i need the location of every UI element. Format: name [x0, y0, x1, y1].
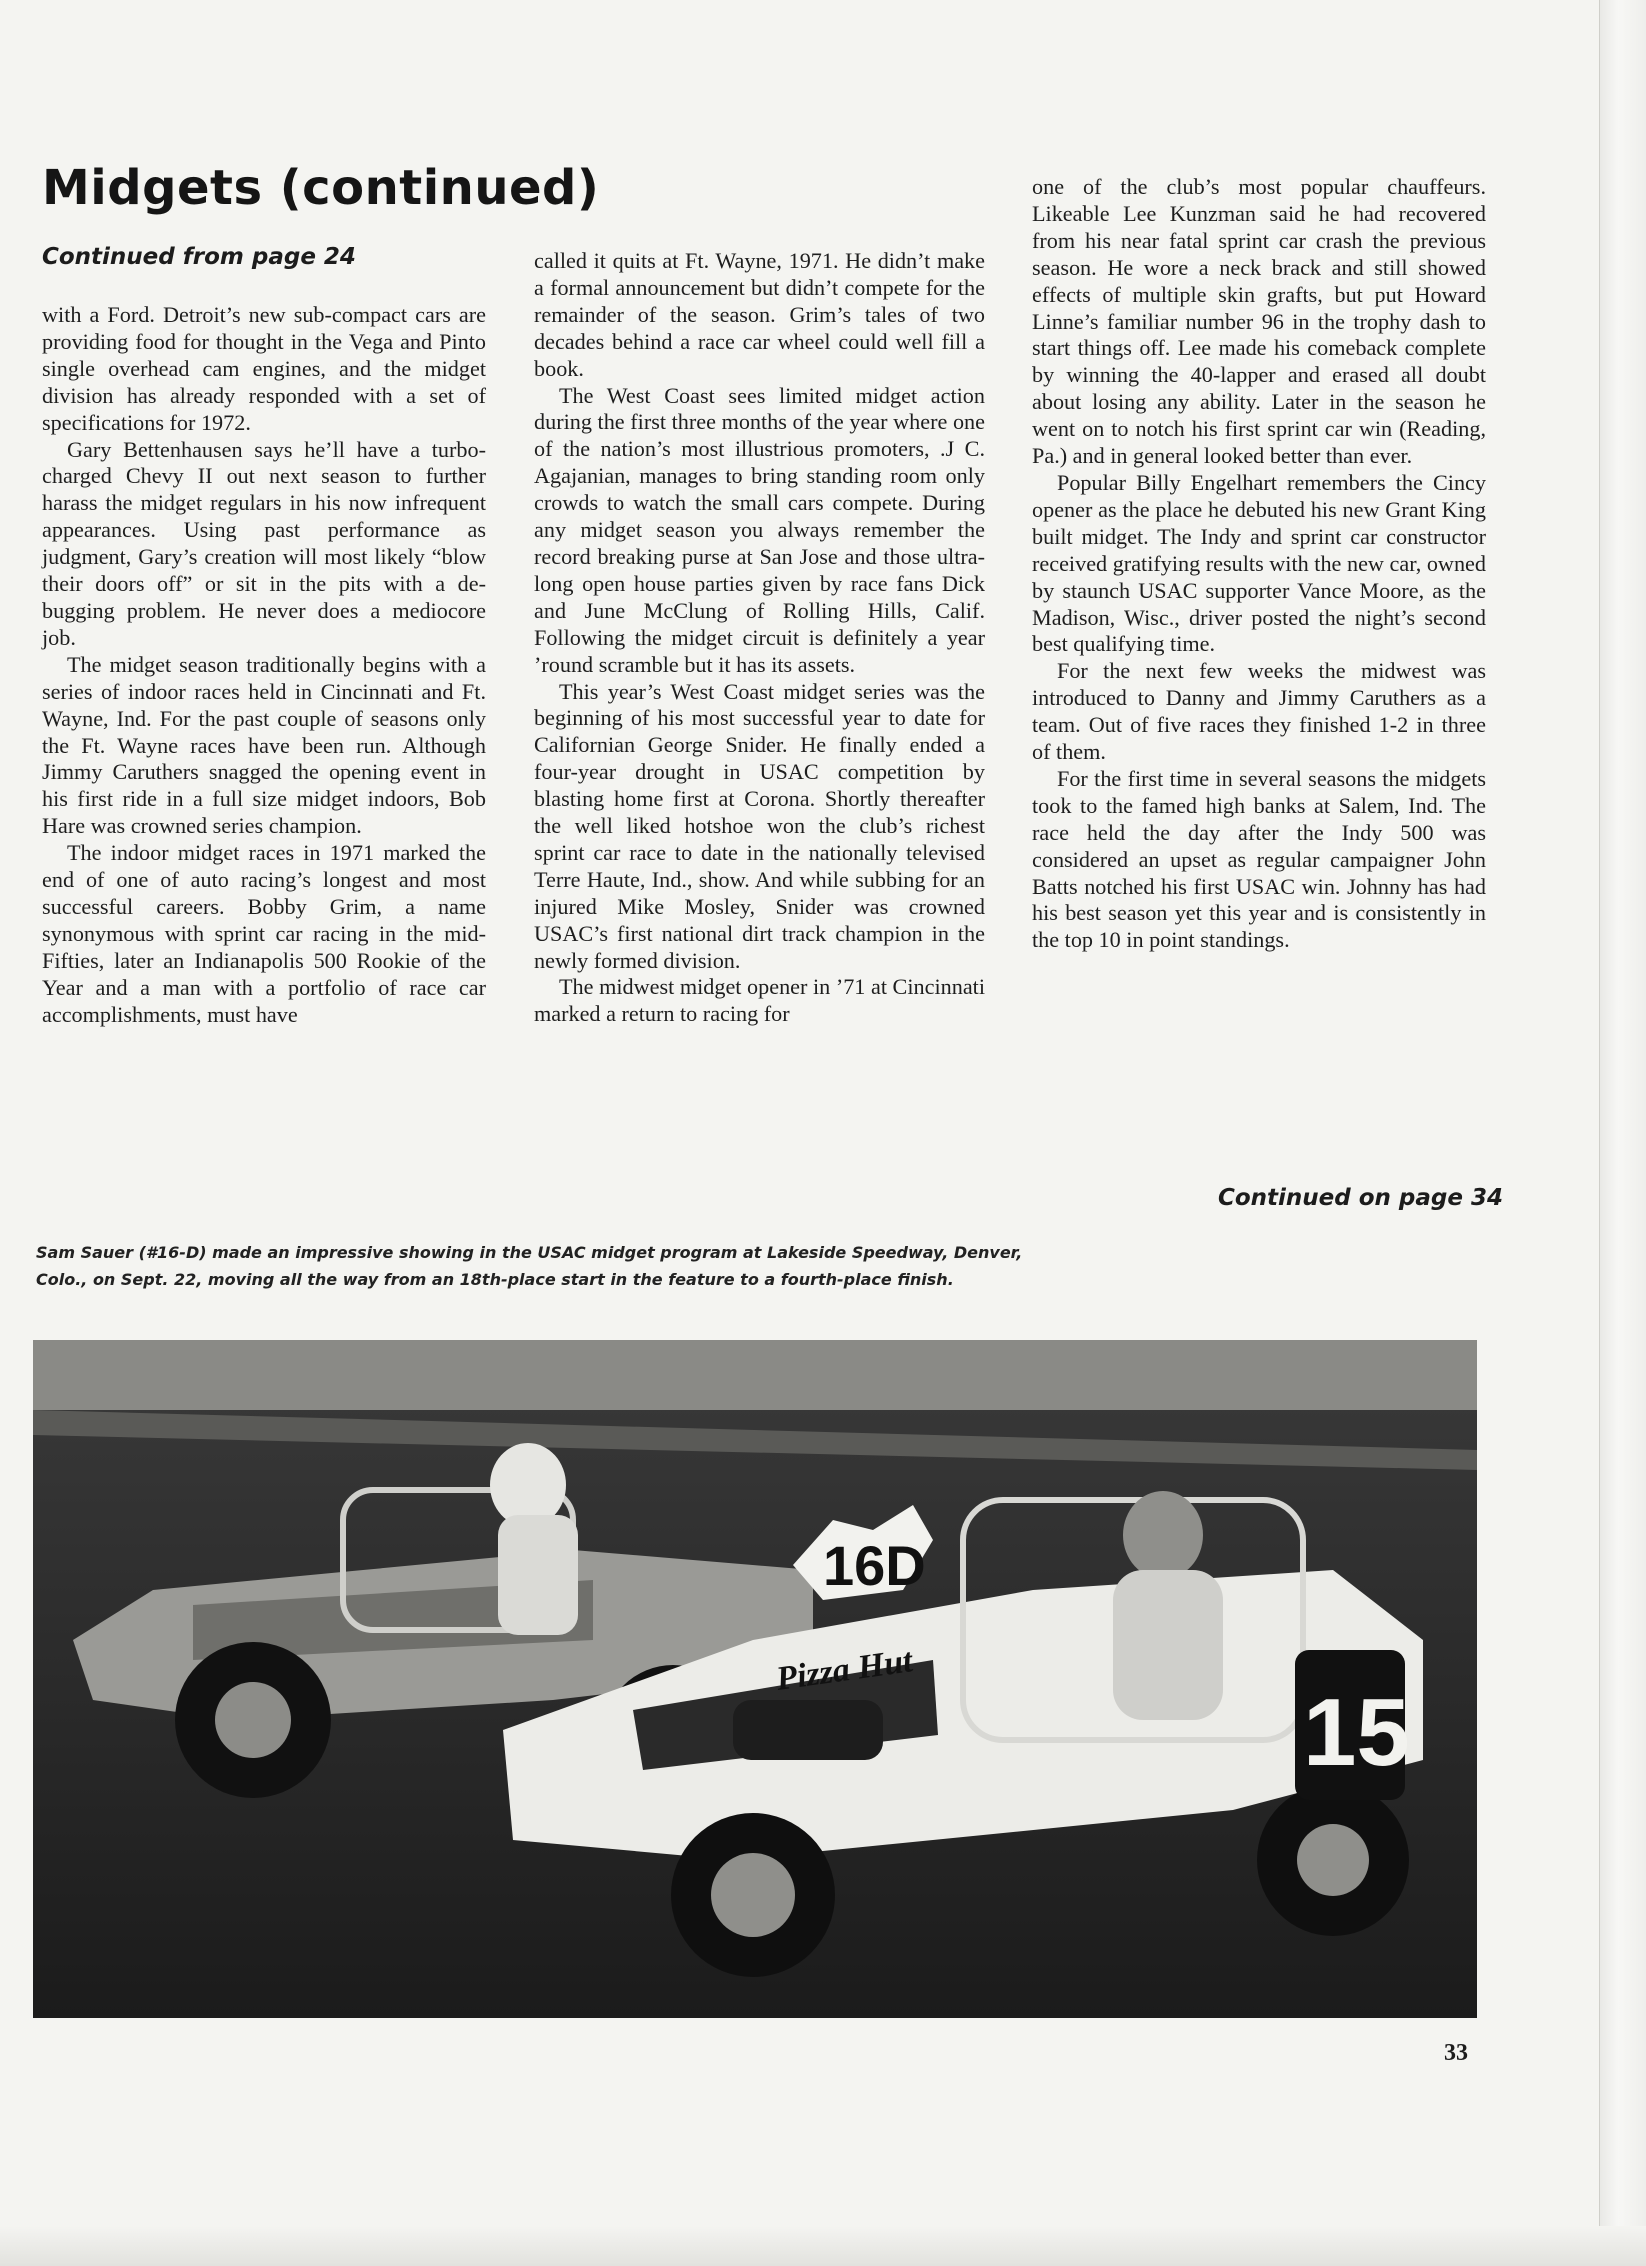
paragraph: one of the club’s most popular chauffeurs. Likeable Lee Kunzman said he had recovered from his near fatal sprint car crash the previous season. He wore a neck brack and still showed effects of multiple skin grafts, but put Howard Linne’s familiar number 96 in the trophy dash to start things off. Lee made his comeback complete by winning the 40-lapper and erased all doubt about losing any ability. Later in the season he went on to notch his first sprint car win (Reading, Pa.) and in general looked better than ever.	[1032, 174, 1486, 469]
paragraph: This year’s West Coast midget series was the beginning of his most successful year to date for Californian George Snider. He finally ended a four-year drought in USAC competition by blasting home first at Corona. Shortly thereafter the well liked hotshoe won the club’s richest sprint car race to date in the nationally televised Terre Haute, Ind., show. And while subbing for an injured Mike Mosley, Snider was crowned USAC’s first national dirt track champion in the newly formed division.	[534, 678, 985, 973]
text-column-3	[1032, 174, 1486, 954]
text-column-2	[534, 248, 985, 1028]
paragraph: The midget season traditionally begins with a series of indoor races held in Cincinnati and Ft. Wayne, Ind. For the past couple of seasons only the Ft. Wayne races have been run. Although Jimmy Caruthers snagged the opening event in his first ride in a full size midget indoors, Bob Hare was crowned series champion.	[42, 651, 486, 839]
race-photo	[33, 1340, 1477, 2018]
car-16d-number: 16D	[823, 1534, 926, 1597]
continued-from-label: Continued from page 24	[42, 244, 356, 270]
paragraph: For the first time in several seasons the midgets took to the famed high banks at Salem, Ind. The race held the day after the Indy 500 was considered an upset as regular campaigner John Batts notched his first USAC win. Johnny has had his best season yet this year and is consistently in the top 10 in point standings.	[1032, 765, 1486, 953]
car-15-number: 15	[1303, 1679, 1410, 1786]
paragraph: The midwest midget opener in ’71 at Cincinnati marked a return to racing for	[534, 974, 985, 1027]
sponsor-decal: Pizza Hut	[773, 1642, 915, 1698]
paragraph: called it quits at Ft. Wayne, 1971. He didn’t make a formal announcement but didn’t compete for the remainder of the season. Grim’s tales of two decades behind a race car wheel could well fill a book.	[534, 248, 985, 381]
paragraph: The indoor midget races in 1971 marked the end of one of auto racing’s longest and most successful careers. Bobby Grim, a name synonymous with sprint car racing in the mid-Fifties, later an Indianapolis 500 Rookie of the Year and a man with a portfolio of race car accomplishments, must have	[42, 840, 486, 1027]
article-title: Midgets (continued)	[42, 160, 600, 216]
page-bottom-edge	[0, 2226, 1646, 2266]
page-number: 33	[1444, 2040, 1468, 2066]
page-edge	[1599, 0, 1646, 2266]
paragraph: For the next few weeks the midwest was introduced to Danny and Jimmy Caruthers as a team. Out of five races they finished 1-2 in three of them.	[1032, 658, 1486, 765]
photo-caption: Sam Sauer (#16-D) made an impressive showing in the USAC midget program at Lakeside Speedway, Denver, Colo., on Sept. 22, moving all the way from an 18th-place start in the feature to a fourth-place finish.	[36, 1243, 1023, 1289]
paragraph: Gary Bettenhausen says he’ll have a turbo-charged Chevy II out next season to further harass the midget regulars in his now infrequent appearances. Using past performance as judgment, Gary’s creation will most likely “blow their doors off” or sit in the pits with a de-bugging problem. He never does a mediocore job.	[42, 436, 486, 650]
continued-on-label: Continued on page 34	[1218, 1185, 1503, 1211]
paragraph: Popular Billy Engelhart remembers the Cincy opener as the place he debuted his new Grant King built midget. The Indy and sprint car constructor received gratifying results with the new car, owned by staunch USAC supporter Vance Moore, as the Madison, Wisc., driver posted the night’s second best qualifying time.	[1032, 469, 1486, 657]
paragraph: with a Ford. Detroit’s new sub-compact cars are providing food for thought in the Vega and Pinto single overhead cam engines, and the midget division has already responded with a set of specifications for 1972.	[42, 302, 486, 435]
text-column-1	[42, 302, 486, 1028]
paragraph: The West Coast sees limited midget action during the first three months of the year where one of the nation’s most illustrious promoters, .J C. Agajanian, manages to bring standing room only crowds to watch the small cars compete. During any midget season you always remember the record breaking purse at San Jose and those ultra-long open house parties given by race fans Dick and June McClung of Rolling Hills, Calif. Following the midget circuit is definitely a year ’round scramble but it has its assets.	[534, 382, 985, 677]
